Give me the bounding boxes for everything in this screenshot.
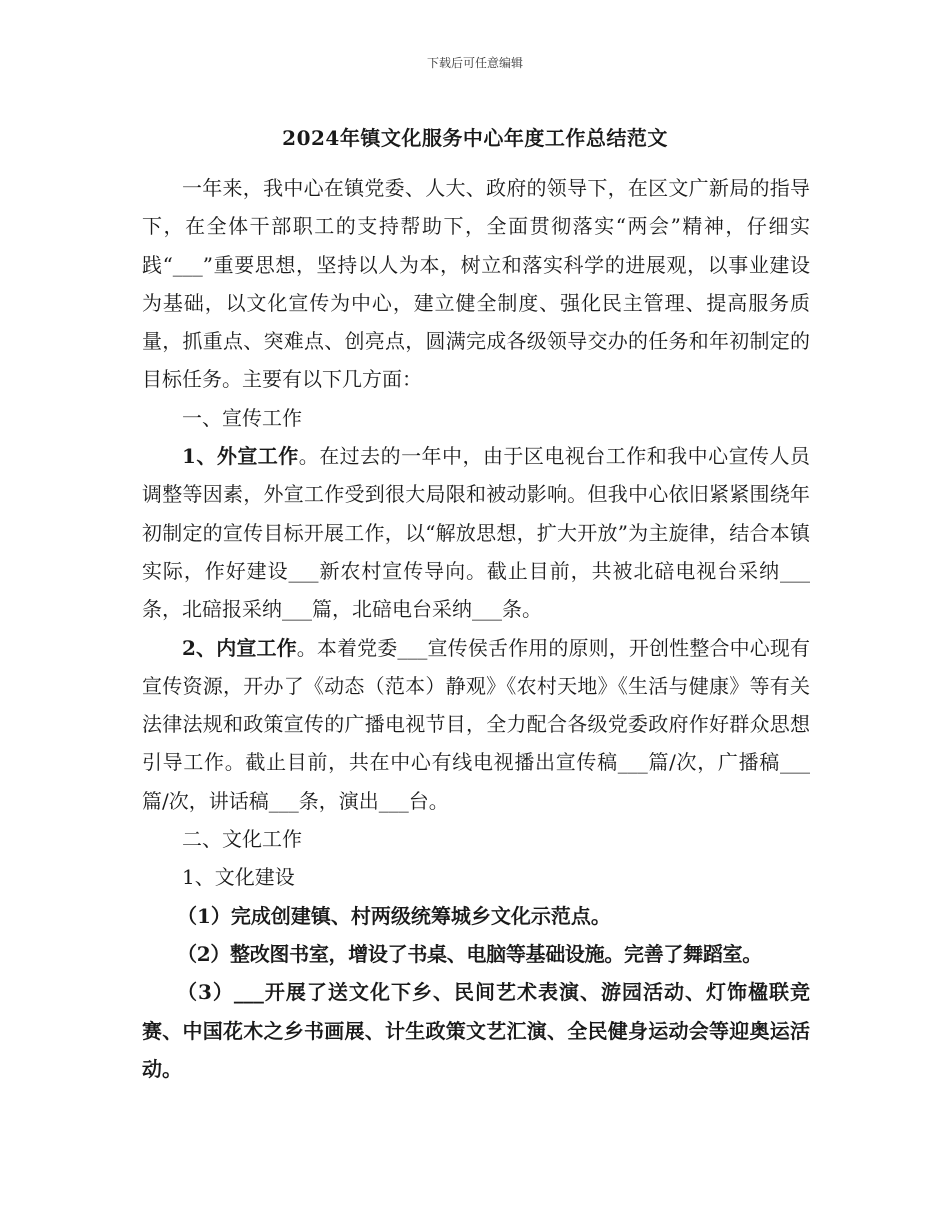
- section2-point-1: （1）完成创建镇、村两级统筹城乡文化示范点。: [177, 903, 611, 928]
- section2-sub-heading: 1、文化建设: [182, 865, 295, 890]
- section1-item1-label: 1、外宣工作: [182, 444, 299, 469]
- intro-paragraph: 一年来，我中心在镇党委、人大、政府的领导下，在区文广新局的指导下，在全体干部职工的支持帮助下，全面贯彻落实“两会”精神，仔细实践“___”重要思想，坚持以人为本，树立和落实科学的进展观，以事业建设为基础，以文化宣传为中心，建立健全制度、强化民主管理、提高服务质量，抓重点、突难点、创亮点，圆满完成各级领导交办的任务和年初制定的目标任务。主要有以下几方面：: [142, 176, 810, 392]
- document-title: 2024年镇文化服务中心年度工作总结范文: [282, 126, 668, 150]
- document-body: [142, 169, 810, 1088]
- section1-item2-label: 2、内宣工作: [182, 635, 297, 660]
- section1-item2-paragraph: [142, 629, 810, 820]
- section1-item1-text: 。在过去的一年中，由于区电视台工作和我中心宣传人员调整等因素，外宣工作受到很大局限和被动影响。但我中心依旧紧紧围绕年初制定的宣传目标开展工作，以“解放思想，扩大开放”为主旋律，结合本镇实际，作好建设___新农村宣传导向。截止目前，共被北碚电视台采纳___条，北碚报采纳___篇，北碚电台采纳___条。: [142, 444, 810, 622]
- section1-heading: 一、宣传工作: [182, 405, 302, 430]
- section2-point-3: （3）___开展了送文化下乡、民间艺术表演、游园活动、灯饰楹联竞赛、中国花木之乡书画展、计生政策文艺汇演、全民健身运动会等迎奥运活动。: [142, 980, 810, 1081]
- section1-item1-paragraph: [142, 437, 810, 628]
- section1-item2-text: 。本着党委___宣传侯舌作用的原则，开创性整合中心现有宣传资源，开办了《动态（范本）静观》《农村天地》《生活与健康》等有关法律法规和政策宣传的广播电视节目，全力配合各级党委政府作好群众思想引导工作。截止目前，共在中心有线电视播出宣传稿___篇/次，广播稿___篇/次，讲话稿___条，演出___台。: [142, 635, 810, 813]
- header-note: 下载后可任意编辑: [426, 56, 523, 70]
- section2-point-2: （2）整改图书室，增设了书桌、电脑等基础设施。完善了舞蹈室。: [177, 941, 762, 966]
- section2-heading: 二、文化工作: [182, 827, 302, 852]
